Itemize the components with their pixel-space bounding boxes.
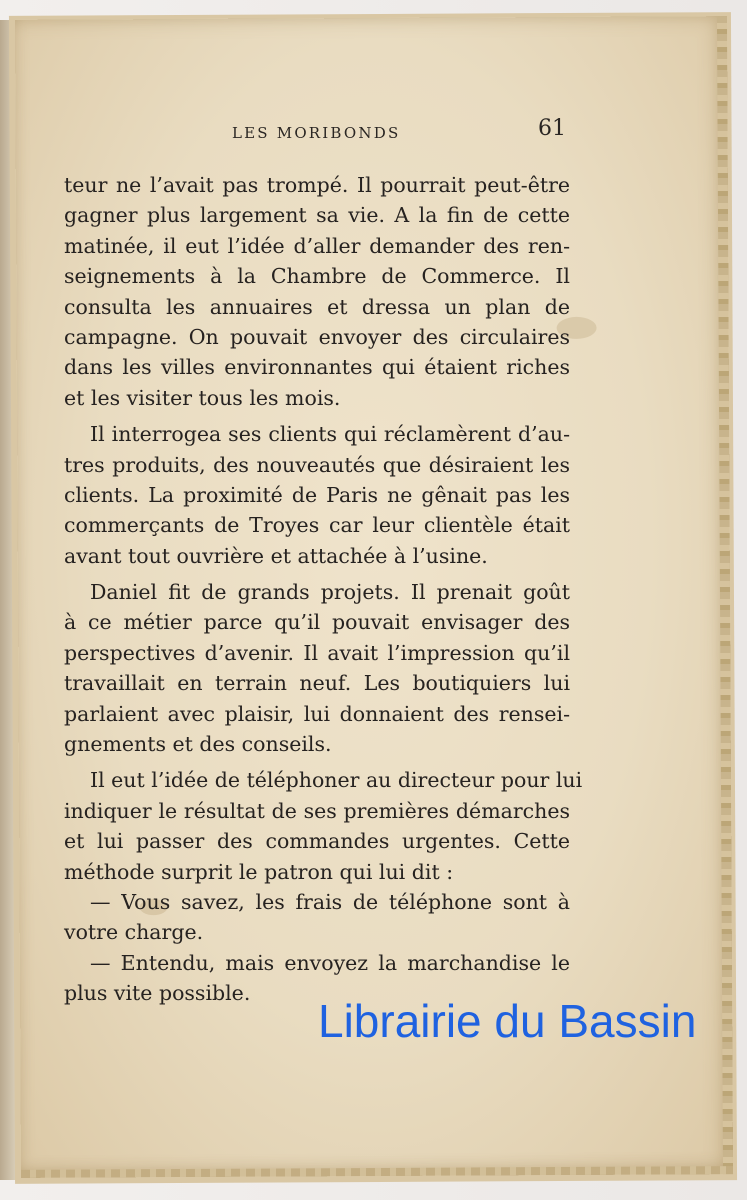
text-line: clients. La proximité de Paris ne gênait pas les [64, 482, 570, 507]
text-line: et lui passer des commandes urgentes. Cette [64, 829, 570, 854]
text-line: votre charge. [64, 920, 204, 945]
text-line: dans les villes environnantes qui étaient riches [64, 355, 570, 380]
page-number: 61 [538, 116, 566, 141]
body-text [64, 170, 583, 1009]
running-head [232, 118, 572, 148]
text-line: campagne. On pouvait envoyer des circulaires [64, 324, 570, 349]
text-line: méthode surprit le patron qui lui dit : [64, 859, 454, 884]
text-line: avant tout ouvrière et attachée à l’usine. [64, 543, 488, 568]
text-line: tres produits, des nouveautés que désiraient les [64, 452, 570, 477]
text-line: — Vous savez, les frais de téléphone sont à [90, 889, 570, 914]
text-line: Daniel fit de grands projets. Il prenait goût [90, 580, 570, 605]
running-head-title: LES MORIBONDS [232, 124, 401, 142]
text-line: Il interrogea ses clients qui réclamèrent d’au- [90, 422, 570, 447]
text-line: plus vite possible. [64, 981, 251, 1006]
text-line: commerçants de Troyes car leur clientèle était [64, 513, 570, 538]
text-line: parlaient avec plaisir, lui donnaient des rensei- [64, 701, 570, 726]
text-line: et les visiter tous les mois. [64, 385, 341, 410]
text-line: indiquer le résultat de ses premières démarches [64, 798, 570, 823]
text-line: — Entendu, mais envoyez la marchandise le [90, 950, 570, 975]
text-line: gnements et des conseils. [64, 732, 332, 757]
text-line: teur ne l’avait pas trompé. Il pourrait peut-être [64, 173, 570, 197]
text-line: travaillait en terrain neuf. Les boutiquiers lui [64, 671, 570, 696]
text-line: matinée, il eut l’idée d’aller demander des ren- [64, 233, 570, 258]
text-line: perspectives d’avenir. Il avait l’impression qu’il [64, 640, 570, 665]
watermark: Librairie du Bassin [318, 995, 697, 1047]
text-line: seignements à la Chambre de Commerce. Il [64, 264, 570, 289]
text-line: Il eut l’idée de téléphoner au directeur pour lui [90, 768, 583, 793]
text-line: à ce métier parce qu’il pouvait envisager des [64, 610, 570, 635]
text-line: gagner plus largement sa vie. A la fin de cette [64, 203, 570, 228]
text-line: consulta les annuaires et dressa un plan de [64, 294, 570, 319]
